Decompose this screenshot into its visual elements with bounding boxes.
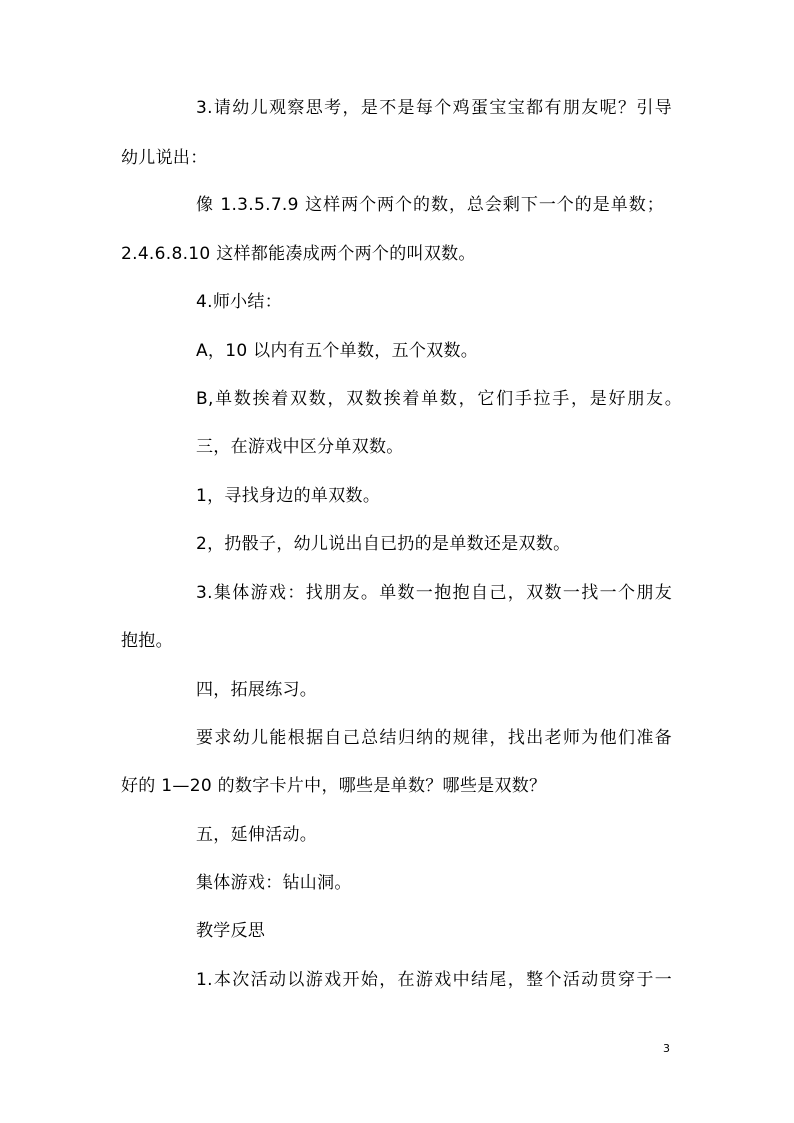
paragraph-line: 好的 1—20 的数字卡片中，哪些是单数？哪些是双数？ — [121, 776, 547, 796]
paragraph-line: 2.4.6.8.10 这样都能凑成两个两个的叫双数。 — [121, 244, 476, 264]
paragraph-line: 像 1.3.5.7.9 这样两个两个的数，总会剩下一个的是单数； — [196, 195, 664, 215]
paragraph-line: 1.本次活动以游戏开始，在游戏中结尾，整个活动贯穿于一 — [196, 970, 672, 990]
paragraph-line: 抱抱。 — [121, 631, 173, 651]
paragraph-line: 2，扔骰子，幼儿说出自已扔的是单数还是双数。 — [196, 534, 571, 554]
paragraph-line: 五，延伸活动。 — [196, 825, 318, 845]
page-number: 3 — [663, 1042, 670, 1055]
paragraph-line: 要求幼儿能根据自己总结归纳的规律，找出老师为他们准备 — [196, 728, 672, 748]
paragraph-line: 四，拓展练习。 — [196, 680, 318, 700]
paragraph-line: A，10 以内有五个单数，五个双数。 — [196, 341, 479, 361]
paragraph-line: 3.请幼儿观察思考，是不是每个鸡蛋宝宝都有朋友呢？引导 — [196, 98, 672, 118]
paragraph-line: 4.师小结： — [196, 292, 283, 312]
paragraph-line: 1，寻找身边的单双数。 — [196, 486, 381, 506]
paragraph-line: 三，在游戏中区分单双数。 — [196, 437, 404, 457]
paragraph-line: 3.集体游戏：找朋友。单数一抱抱自己，双数一找一个朋友 — [196, 583, 672, 603]
paragraph-line: 集体游戏：钻山洞。 — [196, 873, 352, 893]
paragraph-line: B,单数挨着双数，双数挨着单数，它们手拉手，是好朋友。 — [196, 389, 682, 409]
section-heading: 教学反思 — [196, 921, 266, 941]
paragraph-line: 幼儿说出： — [121, 148, 208, 168]
